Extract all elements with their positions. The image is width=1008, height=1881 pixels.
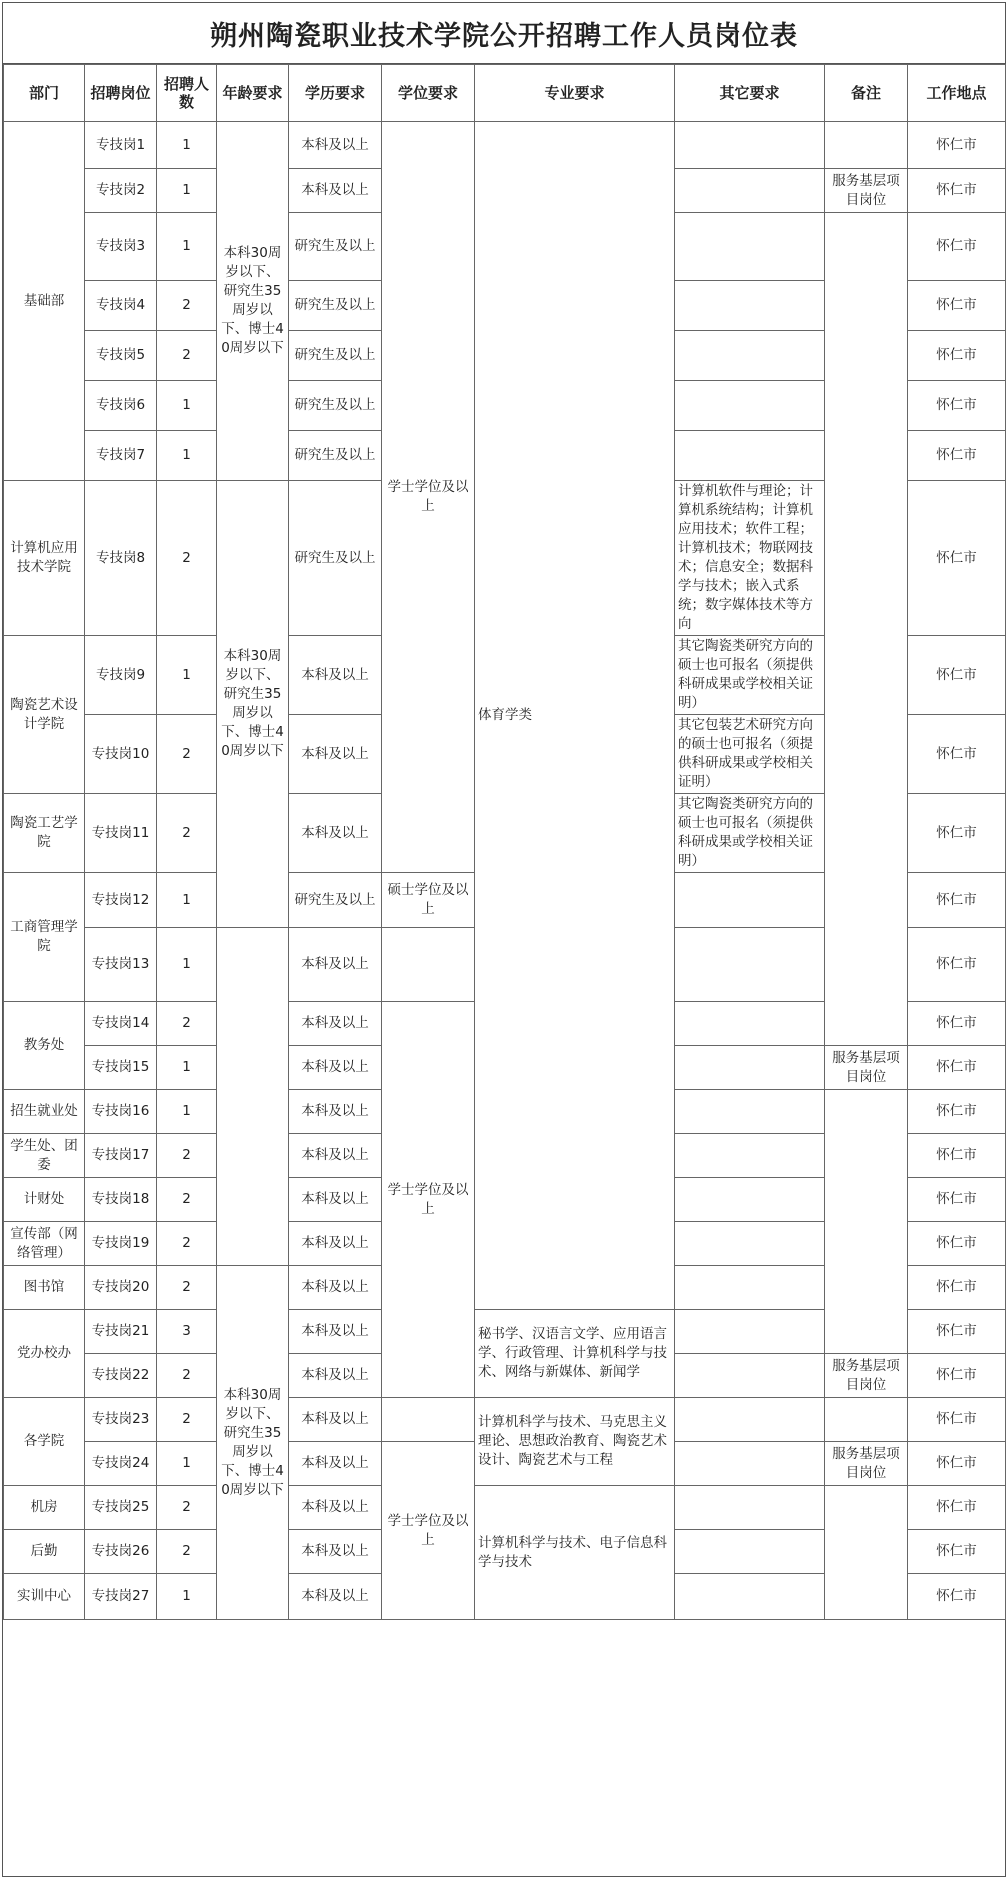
- cell-post: 专技岗20: [85, 1266, 157, 1310]
- cell-post: 专技岗4: [85, 281, 157, 331]
- cell-num: 1: [157, 431, 217, 481]
- cell-post: 专技岗9: [85, 636, 157, 715]
- cell-post: 专技岗22: [85, 1354, 157, 1398]
- cell-num: 2: [157, 1002, 217, 1046]
- cell-post: 专技岗10: [85, 715, 157, 794]
- cell-num: 1: [157, 381, 217, 431]
- cell-post: 专技岗2: [85, 169, 157, 213]
- cell-loc: 怀仁市: [908, 1090, 1006, 1134]
- cell-other: [675, 122, 825, 169]
- cell-other: [675, 1530, 825, 1574]
- cell-num: 2: [157, 1354, 217, 1398]
- cell-dept: 陶瓷工艺学院: [4, 794, 85, 873]
- cell-edu: 本科及以上: [289, 1310, 382, 1354]
- cell-loc: 怀仁市: [908, 1178, 1006, 1222]
- cell-edu: 研究生及以上: [289, 213, 382, 281]
- cell-post: 专技岗17: [85, 1134, 157, 1178]
- cell-num: 2: [157, 331, 217, 381]
- cell-age: [217, 928, 289, 1266]
- cell-loc: 怀仁市: [908, 169, 1006, 213]
- cell-post: 专技岗24: [85, 1442, 157, 1486]
- cell-num: 2: [157, 1134, 217, 1178]
- cell-edu: 本科及以上: [289, 1530, 382, 1574]
- cell-other: 其它陶瓷类研究方向的硕士也可报名（须提供科研成果或学校相关证明）: [675, 636, 825, 715]
- header-cell-num: 招聘人数: [157, 65, 217, 122]
- cell-post: 专技岗5: [85, 331, 157, 381]
- cell-other: [675, 1134, 825, 1178]
- cell-num: 2: [157, 1398, 217, 1442]
- cell-dept: 机房: [4, 1486, 85, 1530]
- cell-loc: 怀仁市: [908, 1486, 1006, 1530]
- cell-loc: 怀仁市: [908, 873, 1006, 928]
- cell-deg: 学士学位及以上: [382, 1442, 475, 1620]
- cell-loc: 怀仁市: [908, 636, 1006, 715]
- cell-edu: 研究生及以上: [289, 873, 382, 928]
- cell-note: 服务基层项目岗位: [825, 1442, 908, 1486]
- cell-dept: 图书馆: [4, 1266, 85, 1310]
- cell-note: [825, 213, 908, 1046]
- header-cell-major: 专业要求: [475, 65, 675, 122]
- cell-post: 专技岗25: [85, 1486, 157, 1530]
- header-row: [4, 65, 1006, 122]
- cell-dept: 学生处、团委: [4, 1134, 85, 1178]
- cell-other: [675, 1310, 825, 1354]
- cell-num: 2: [157, 1486, 217, 1530]
- cell-edu: 本科及以上: [289, 794, 382, 873]
- cell-loc: 怀仁市: [908, 1310, 1006, 1354]
- header-cell-other: 其它要求: [675, 65, 825, 122]
- cell-dept: 招生就业处: [4, 1090, 85, 1134]
- cell-num: 3: [157, 1310, 217, 1354]
- cell-edu: 研究生及以上: [289, 431, 382, 481]
- positions-table: [3, 64, 1006, 1620]
- cell-post: 专技岗26: [85, 1530, 157, 1574]
- cell-dept: 教务处: [4, 1002, 85, 1090]
- page-title: 朔州陶瓷职业技术学院公开招聘工作人员岗位表: [3, 3, 1005, 64]
- cell-dept: 计算机应用技术学院: [4, 481, 85, 636]
- cell-note: [825, 1090, 908, 1354]
- cell-other: [675, 873, 825, 928]
- cell-note: [825, 122, 908, 169]
- cell-other: [675, 431, 825, 481]
- cell-deg: [382, 1398, 475, 1442]
- cell-loc: 怀仁市: [908, 1222, 1006, 1266]
- cell-loc: 怀仁市: [908, 1442, 1006, 1486]
- cell-loc: 怀仁市: [908, 1530, 1006, 1574]
- cell-major: 计算机科学与技术、马克思主义理论、思想政治教育、陶瓷艺术设计、陶瓷艺术与工程: [475, 1398, 675, 1486]
- cell-edu: 本科及以上: [289, 1574, 382, 1620]
- cell-age: 本科30周岁以下、研究生35周岁以下、博士40周岁以下: [217, 481, 289, 928]
- cell-major: 体育学类: [475, 122, 675, 1310]
- cell-deg: 硕士学位及以上: [382, 873, 475, 928]
- cell-loc: 怀仁市: [908, 1046, 1006, 1090]
- recruitment-sheet: [2, 2, 1006, 1877]
- cell-post: 专技岗27: [85, 1574, 157, 1620]
- cell-deg: [382, 928, 475, 1002]
- cell-edu: 研究生及以上: [289, 281, 382, 331]
- cell-other: [675, 1354, 825, 1398]
- cell-loc: 怀仁市: [908, 1398, 1006, 1442]
- cell-other: [675, 1486, 825, 1530]
- cell-other: [675, 381, 825, 431]
- cell-num: 1: [157, 1442, 217, 1486]
- header-cell-dept: 部门: [4, 65, 85, 122]
- cell-loc: 怀仁市: [908, 794, 1006, 873]
- cell-note: [825, 1486, 908, 1620]
- cell-post: 专技岗21: [85, 1310, 157, 1354]
- cell-edu: 本科及以上: [289, 1442, 382, 1486]
- cell-loc: 怀仁市: [908, 431, 1006, 481]
- cell-num: 2: [157, 1266, 217, 1310]
- cell-loc: 怀仁市: [908, 1574, 1006, 1620]
- cell-edu: 本科及以上: [289, 1178, 382, 1222]
- cell-edu: 本科及以上: [289, 1486, 382, 1530]
- cell-edu: 本科及以上: [289, 1398, 382, 1442]
- cell-num: 2: [157, 1530, 217, 1574]
- cell-loc: 怀仁市: [908, 1266, 1006, 1310]
- cell-other: [675, 1090, 825, 1134]
- cell-other: 其它陶瓷类研究方向的硕士也可报名（须提供科研成果或学校相关证明）: [675, 794, 825, 873]
- cell-num: 1: [157, 636, 217, 715]
- cell-num: 1: [157, 1046, 217, 1090]
- cell-edu: 本科及以上: [289, 636, 382, 715]
- cell-num: 2: [157, 281, 217, 331]
- cell-dept: 后勤: [4, 1530, 85, 1574]
- cell-other: [675, 1266, 825, 1310]
- cell-num: 1: [157, 122, 217, 169]
- header-cell-location: 工作地点: [908, 65, 1006, 122]
- cell-post: 专技岗3: [85, 213, 157, 281]
- table-row: [4, 1486, 1006, 1530]
- cell-other: [675, 281, 825, 331]
- cell-note: 服务基层项目岗位: [825, 1354, 908, 1398]
- table-body: [4, 122, 1006, 1620]
- cell-num: 1: [157, 1090, 217, 1134]
- cell-other: [675, 1178, 825, 1222]
- cell-edu: 本科及以上: [289, 715, 382, 794]
- cell-edu: 本科及以上: [289, 1134, 382, 1178]
- cell-edu: 研究生及以上: [289, 381, 382, 431]
- cell-deg: 学士学位及以上: [382, 122, 475, 873]
- cell-edu: 本科及以上: [289, 928, 382, 1002]
- table-row: [4, 1398, 1006, 1442]
- cell-loc: 怀仁市: [908, 1354, 1006, 1398]
- cell-loc: 怀仁市: [908, 481, 1006, 636]
- cell-other: [675, 331, 825, 381]
- cell-dept: 工商管理学院: [4, 873, 85, 1002]
- cell-note: 服务基层项目岗位: [825, 1046, 908, 1090]
- cell-post: 专技岗12: [85, 873, 157, 928]
- cell-other: [675, 169, 825, 213]
- header-cell-edu: 学历要求: [289, 65, 382, 122]
- cell-edu: 本科及以上: [289, 122, 382, 169]
- cell-edu: 本科及以上: [289, 1046, 382, 1090]
- cell-dept: 党办校办: [4, 1310, 85, 1398]
- cell-other: 计算机软件与理论；计算机系统结构；计算机应用技术；软件工程；计算机技术；物联网技术；信息安全；数据科学与技术；嵌入式系统；数字媒体技术等方向: [675, 481, 825, 636]
- cell-post: 专技岗13: [85, 928, 157, 1002]
- cell-note: 服务基层项目岗位: [825, 169, 908, 213]
- cell-other: 其它包装艺术研究方向的硕士也可报名（须提供科研成果或学校相关证明）: [675, 715, 825, 794]
- cell-edu: 本科及以上: [289, 1354, 382, 1398]
- header-cell-degree: 学位要求: [382, 65, 475, 122]
- header-cell-note: 备注: [825, 65, 908, 122]
- cell-num: 2: [157, 794, 217, 873]
- cell-age: 本科30周岁以下、研究生35周岁以下、博士40周岁以下: [217, 1266, 289, 1620]
- cell-other: [675, 1442, 825, 1486]
- cell-edu: 本科及以上: [289, 169, 382, 213]
- header-cell-post: 招聘岗位: [85, 65, 157, 122]
- cell-dept: 宣传部（网络管理）: [4, 1222, 85, 1266]
- cell-dept: 基础部: [4, 122, 85, 481]
- cell-edu: 本科及以上: [289, 1222, 382, 1266]
- cell-post: 专技岗16: [85, 1090, 157, 1134]
- cell-post: 专技岗23: [85, 1398, 157, 1442]
- cell-loc: 怀仁市: [908, 213, 1006, 281]
- cell-num: 1: [157, 873, 217, 928]
- cell-post: 专技岗14: [85, 1002, 157, 1046]
- cell-dept: 陶瓷艺术设计学院: [4, 636, 85, 794]
- cell-loc: 怀仁市: [908, 331, 1006, 381]
- cell-major: 秘书学、汉语言文学、应用语言学、行政管理、计算机科学与技术、网络与新媒体、新闻学: [475, 1310, 675, 1398]
- cell-dept: 各学院: [4, 1398, 85, 1486]
- cell-other: [675, 1046, 825, 1090]
- cell-dept: 实训中心: [4, 1574, 85, 1620]
- cell-post: 专技岗8: [85, 481, 157, 636]
- cell-age: 本科30周岁以下、研究生35周岁以下、博士40周岁以下: [217, 122, 289, 481]
- cell-num: 1: [157, 213, 217, 281]
- cell-edu: 本科及以上: [289, 1090, 382, 1134]
- cell-post: 专技岗19: [85, 1222, 157, 1266]
- cell-num: 1: [157, 169, 217, 213]
- cell-note: [825, 1398, 908, 1442]
- cell-edu: 本科及以上: [289, 1002, 382, 1046]
- cell-num: 2: [157, 481, 217, 636]
- cell-other: [675, 928, 825, 1002]
- cell-post: 专技岗11: [85, 794, 157, 873]
- cell-loc: 怀仁市: [908, 715, 1006, 794]
- cell-loc: 怀仁市: [908, 381, 1006, 431]
- cell-loc: 怀仁市: [908, 281, 1006, 331]
- cell-deg: 学士学位及以上: [382, 1002, 475, 1398]
- cell-edu: 研究生及以上: [289, 481, 382, 636]
- table-row: [4, 122, 1006, 169]
- cell-other: [675, 1222, 825, 1266]
- cell-num: 2: [157, 1178, 217, 1222]
- cell-loc: 怀仁市: [908, 928, 1006, 1002]
- cell-edu: 研究生及以上: [289, 331, 382, 381]
- cell-num: 2: [157, 1222, 217, 1266]
- cell-other: [675, 213, 825, 281]
- cell-major: 计算机科学与技术、电子信息科学与技术: [475, 1486, 675, 1620]
- cell-post: 专技岗7: [85, 431, 157, 481]
- cell-num: 2: [157, 715, 217, 794]
- cell-edu: 本科及以上: [289, 1266, 382, 1310]
- cell-other: [675, 1398, 825, 1442]
- cell-other: [675, 1574, 825, 1620]
- cell-dept: 计财处: [4, 1178, 85, 1222]
- cell-loc: 怀仁市: [908, 122, 1006, 169]
- cell-loc: 怀仁市: [908, 1134, 1006, 1178]
- cell-num: 1: [157, 1574, 217, 1620]
- cell-post: 专技岗6: [85, 381, 157, 431]
- cell-loc: 怀仁市: [908, 1002, 1006, 1046]
- cell-post: 专技岗15: [85, 1046, 157, 1090]
- cell-post: 专技岗1: [85, 122, 157, 169]
- cell-post: 专技岗18: [85, 1178, 157, 1222]
- cell-other: [675, 1002, 825, 1046]
- cell-num: 1: [157, 928, 217, 1002]
- header-cell-age: 年龄要求: [217, 65, 289, 122]
